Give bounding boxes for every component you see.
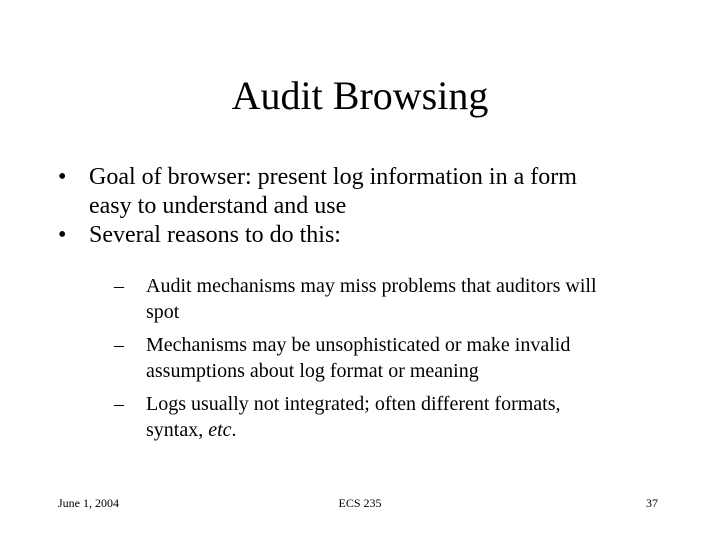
slide-body: [58, 163, 678, 450]
sub-bullet-logs-not-integrated: [114, 391, 678, 443]
sub-bullet-text-line: Logs usually not integrated; often different formats,: [146, 393, 561, 415]
bullet-text-line: Goal of browser: present log information in a form: [89, 164, 577, 190]
sub-bullet-text-line: spot: [146, 301, 180, 323]
sub-bullet-audit-mechanisms: [114, 273, 678, 325]
sub-bullet-unsophisticated: [114, 332, 678, 384]
bullet-marker: •: [58, 222, 67, 248]
sub-bullet-list: [114, 273, 678, 443]
dash-marker: –: [114, 275, 124, 297]
bullet-text-line: Several reasons to do this:: [89, 222, 341, 248]
sub-bullet-text-line: [146, 417, 678, 443]
bullet-several-reasons: [58, 221, 678, 250]
sub-bullet-text-line: assumptions about log format or meaning: [146, 360, 479, 382]
text-segment: syntax,: [146, 419, 209, 441]
dash-marker: –: [114, 393, 124, 415]
footer-course: ECS 235: [338, 496, 382, 510]
slide-title: Audit Browsing: [231, 73, 489, 118]
footer-date: June 1, 2004: [58, 496, 119, 510]
bullet-marker: •: [58, 164, 67, 190]
italic-text-segment: etc: [208, 419, 232, 441]
bullet-text-line: easy to understand and use: [89, 193, 347, 219]
dash-marker: –: [114, 334, 124, 356]
sub-bullet-text-line: Mechanisms may be unsophisticated or make invalid: [146, 334, 571, 356]
bullet-goal-of-browser: [58, 163, 678, 221]
sub-bullet-text-line: Audit mechanisms may miss problems that auditors will: [146, 275, 597, 297]
text-segment: .: [231, 419, 237, 441]
footer-page-number: 37: [646, 496, 658, 510]
